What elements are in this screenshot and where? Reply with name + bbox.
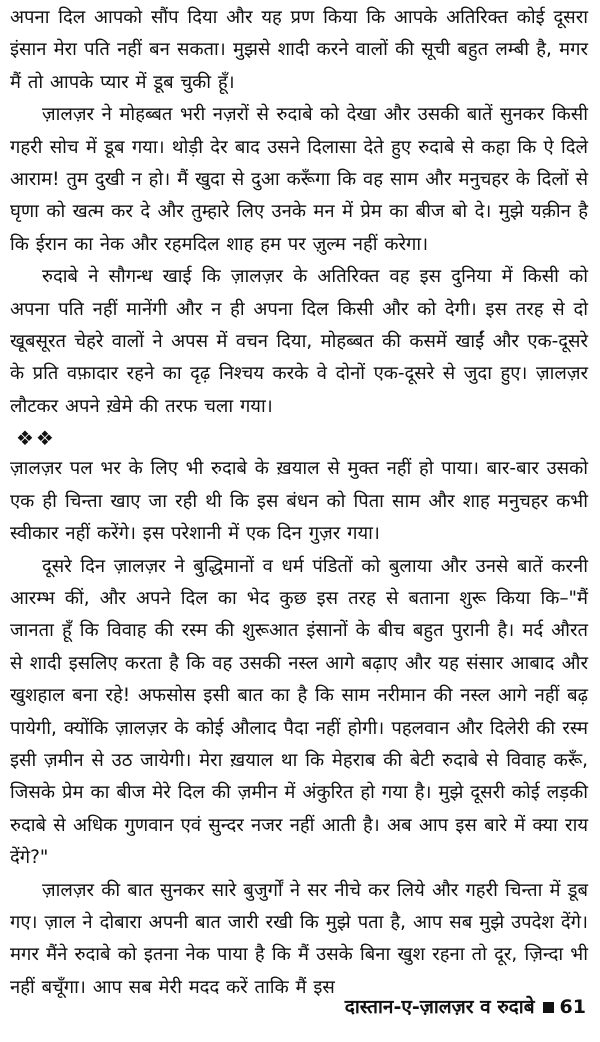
paragraph-6: ज़ालज़र की बात सुनकर सारे बुजुर्गों ने सर नीचे कर लिये और गहरी चिन्ता में डूब गए। ज़ाल ने दोबारा अपनी बात जारी रखी कि मुझे पता है, आप सब मुझे उपदेश देंगे। मगर मैंने रुदाबे को इतना नेक पाया है कि मैं उसके बिना खुश रहना तो दूर, ज़िन्दा भी नहीं बचूँगा। आप सब मेरी मदद करें ताकि मैं इस xyxy=(10,879,588,998)
paragraph-1: अपना दिल आपको सौंप दिया और यह प्रण किया कि आपके अतिरिक्त कोई दूसरा इंसान मेरा पति नहीं बन सकता। मुझसे शादी करने वालों की सूची बहुत लम्बी है, मगर मैं तो आपके प्यार में डूब चुकी हूँ। xyxy=(10,7,588,93)
paragraph-5: दूसरे दिन ज़ालज़र ने बुद्धिमानों व धर्म पंडितों को बुलाया और उनसे बातें करनी आरम्भ कीं, और अपने दिल का भेद कुछ इस तरह से बताना शुरू किया कि–"मैं जानता हूँ कि विवाह की रस्म की शुरूआत इंसानों के बीच बहुत पुरानी है। मर्द औरत से शादी इसलिए करता है कि वह उसकी नस्ल आगे बढ़ाए और यह संसार आबाद और खुशहाल बना रहे! अफसोस इसी बात का है कि साम नरीमान की नस्ल आगे नहीं बढ़ पायेगी, क्योंकि ज़ालज़र के कोई औलाद पैदा नहीं होगी। पहलवान और दिलेरी की रस्म इसी ज़मीन से उठ जायेगी। मेरा ख़याल था कि मेहराब की बेटी रुदाबे से विवाह करूँ, जिसके प्रेम का बीज मेरे दिल की ज़मीन में अंकुरित हो गया है। मुझे दूसरी कोई लड़की रुदाबे से अधिक गुणवान एवं सुन्दर नजर नहीं आती है। अब आप इस बारे में क्या राय देंगे?" xyxy=(10,555,588,869)
paragraph-3: रुदाबे ने सौगन्ध खाई कि ज़ालज़र के अतिरिक्त वह इस दुनिया में किसी को अपना पति नहीं मानेंगी और न ही अपना दिल किसी और को देगी। इस तरह से दो खूबसूरत चेहरे वालों ने अपस में वचन दिया, मोहब्बत की कसमें खाईं और एक-दूसरे के प्रति वफ़ादार रहने का दृढ़ निश्चय करके वे दोनों एक-दूसरे से जुदा हुए। ज़ालज़र लौटकर अपने खे़मे की तरफ चला गया। xyxy=(10,266,588,417)
page-body xyxy=(10,2,588,1004)
paragraph-4: ज़ालज़र पल भर के लिए भी रुदाबे के ख़याल से मुक्त नहीं हो पाया। बार-बार उसको एक ही चिन्ता खाए जा रही थी कि इस बंधन को पिता साम और शाह मनुचहर कभी स्वीकार नहीं करेंगे। इस परेशानी में एक दिन गुज़र गया। xyxy=(10,458,588,545)
square-bullet-icon xyxy=(543,1002,554,1013)
footer-book-title: दास्तान-ए-ज़ालज़र व रुदाबे xyxy=(344,996,535,1018)
page-number: 61 xyxy=(559,996,586,1018)
paragraph-2: ज़ालज़र ने मोहब्बत भरी नज़रों से रुदाबे को देखा और उसकी बातें सुनकर किसी गहरी सोच में डूब गया। थोड़ी देर बाद उसने दिलासा देते हुए रुदाबे से कहा कि ऐ दिले आराम! तुम दुखी न हो। मैं खुदा से दुआ करूँगा कि वह साम और मनुचहर के दिलों से घृणा को खत्म कर दे और तुम्हारे लिए उनके मन में प्रेम का बीज बो दे। मुझे यक़ीन है कि ईरान का नेक और रहमदिल शाह हम पर ज़ुल्म नहीं करेगा। xyxy=(10,104,588,255)
section-separator-ornament: ❖❖ xyxy=(16,426,56,451)
page-footer xyxy=(345,993,586,1019)
